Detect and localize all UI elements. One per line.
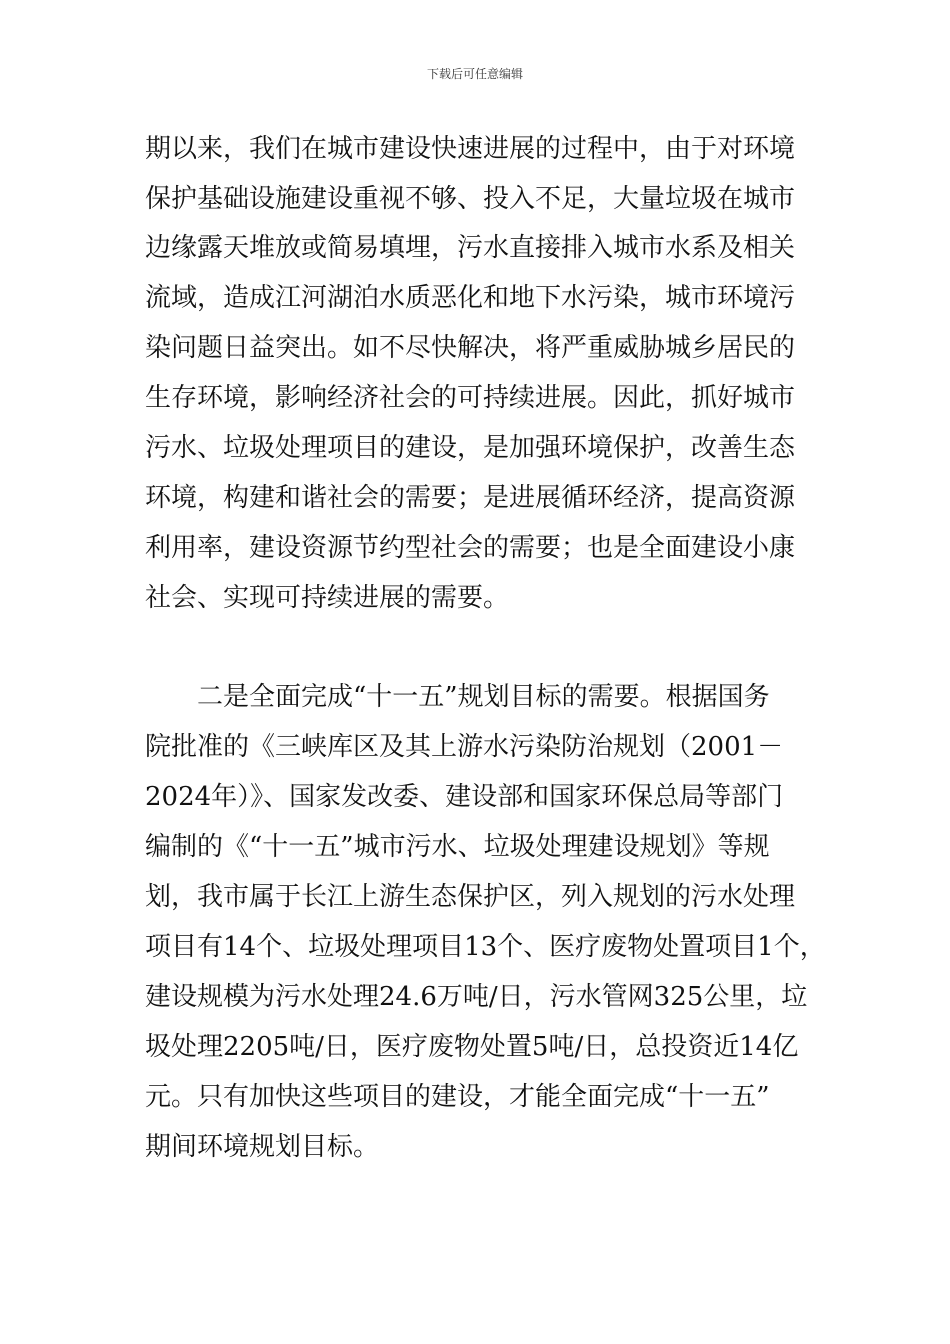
paragraph-line: 利用率，建设资源节约型社会的需要；也是全面建设小康 — [145, 533, 796, 563]
paragraph-line: 二是全面完成“十一五”规划目标的需要。根据国务 — [197, 682, 770, 712]
page-header: 下载后可任意编辑 — [426, 67, 523, 81]
paragraph-line: 生存环境，影响经济社会的可持续进展。因此，抓好城市 — [145, 383, 796, 413]
paragraph-line: 社会、实现可持续进展的需要。 — [145, 583, 510, 613]
paragraph-line: 流域，造成江河湖泊水质恶化和地下水污染，城市环境污 — [145, 283, 796, 313]
paragraph-line: 圾处理2205吨/日，医疗废物处置5吨/日，总投资近14亿 — [145, 1032, 799, 1062]
paragraph-line: 2024年）》、国家发改委、建设部和国家环保总局等部门 — [145, 782, 784, 812]
paragraph-line: 期以来，我们在城市建设快速进展的过程中，由于对环境 — [145, 134, 796, 164]
paragraph-line: 污水、垃圾处理项目的建设，是加强环境保护，改善生态 — [145, 433, 796, 463]
paragraph-line: 项目有14个、垃圾处理项目13个、医疗废物处置项目1个， — [145, 932, 826, 962]
paragraph-line: 院批准的《三峡库区及其上游水污染防治规划（2001－ — [145, 732, 784, 762]
paragraph-line: 边缘露天堆放或简易填埋，污水直接排入城市水系及相关 — [145, 233, 796, 263]
paragraph-line: 期间环境规划目标。 — [145, 1132, 380, 1162]
paragraph-line: 划，我市属于长江上游生态保护区，列入规划的污水处理 — [145, 882, 796, 912]
paragraph-line: 编制的《“十一五”城市污水、垃圾处理建设规划》等规 — [145, 832, 770, 862]
paragraph-line: 建设规模为污水处理24.6万吨/日，污水管网325公里，垃 — [145, 982, 808, 1012]
paragraph-line: 染问题日益突出。如不尽快解决，将严重威胁城乡居民的 — [145, 333, 796, 363]
paragraph-line: 环境，构建和谐社会的需要；是进展循环经济，提高资源 — [145, 483, 796, 513]
paragraph-line: 元。只有加快这些项目的建设，才能全面完成“十一五” — [145, 1082, 770, 1112]
paragraph-line: 保护基础设施建设重视不够、投入不足，大量垃圾在城市 — [145, 184, 796, 214]
